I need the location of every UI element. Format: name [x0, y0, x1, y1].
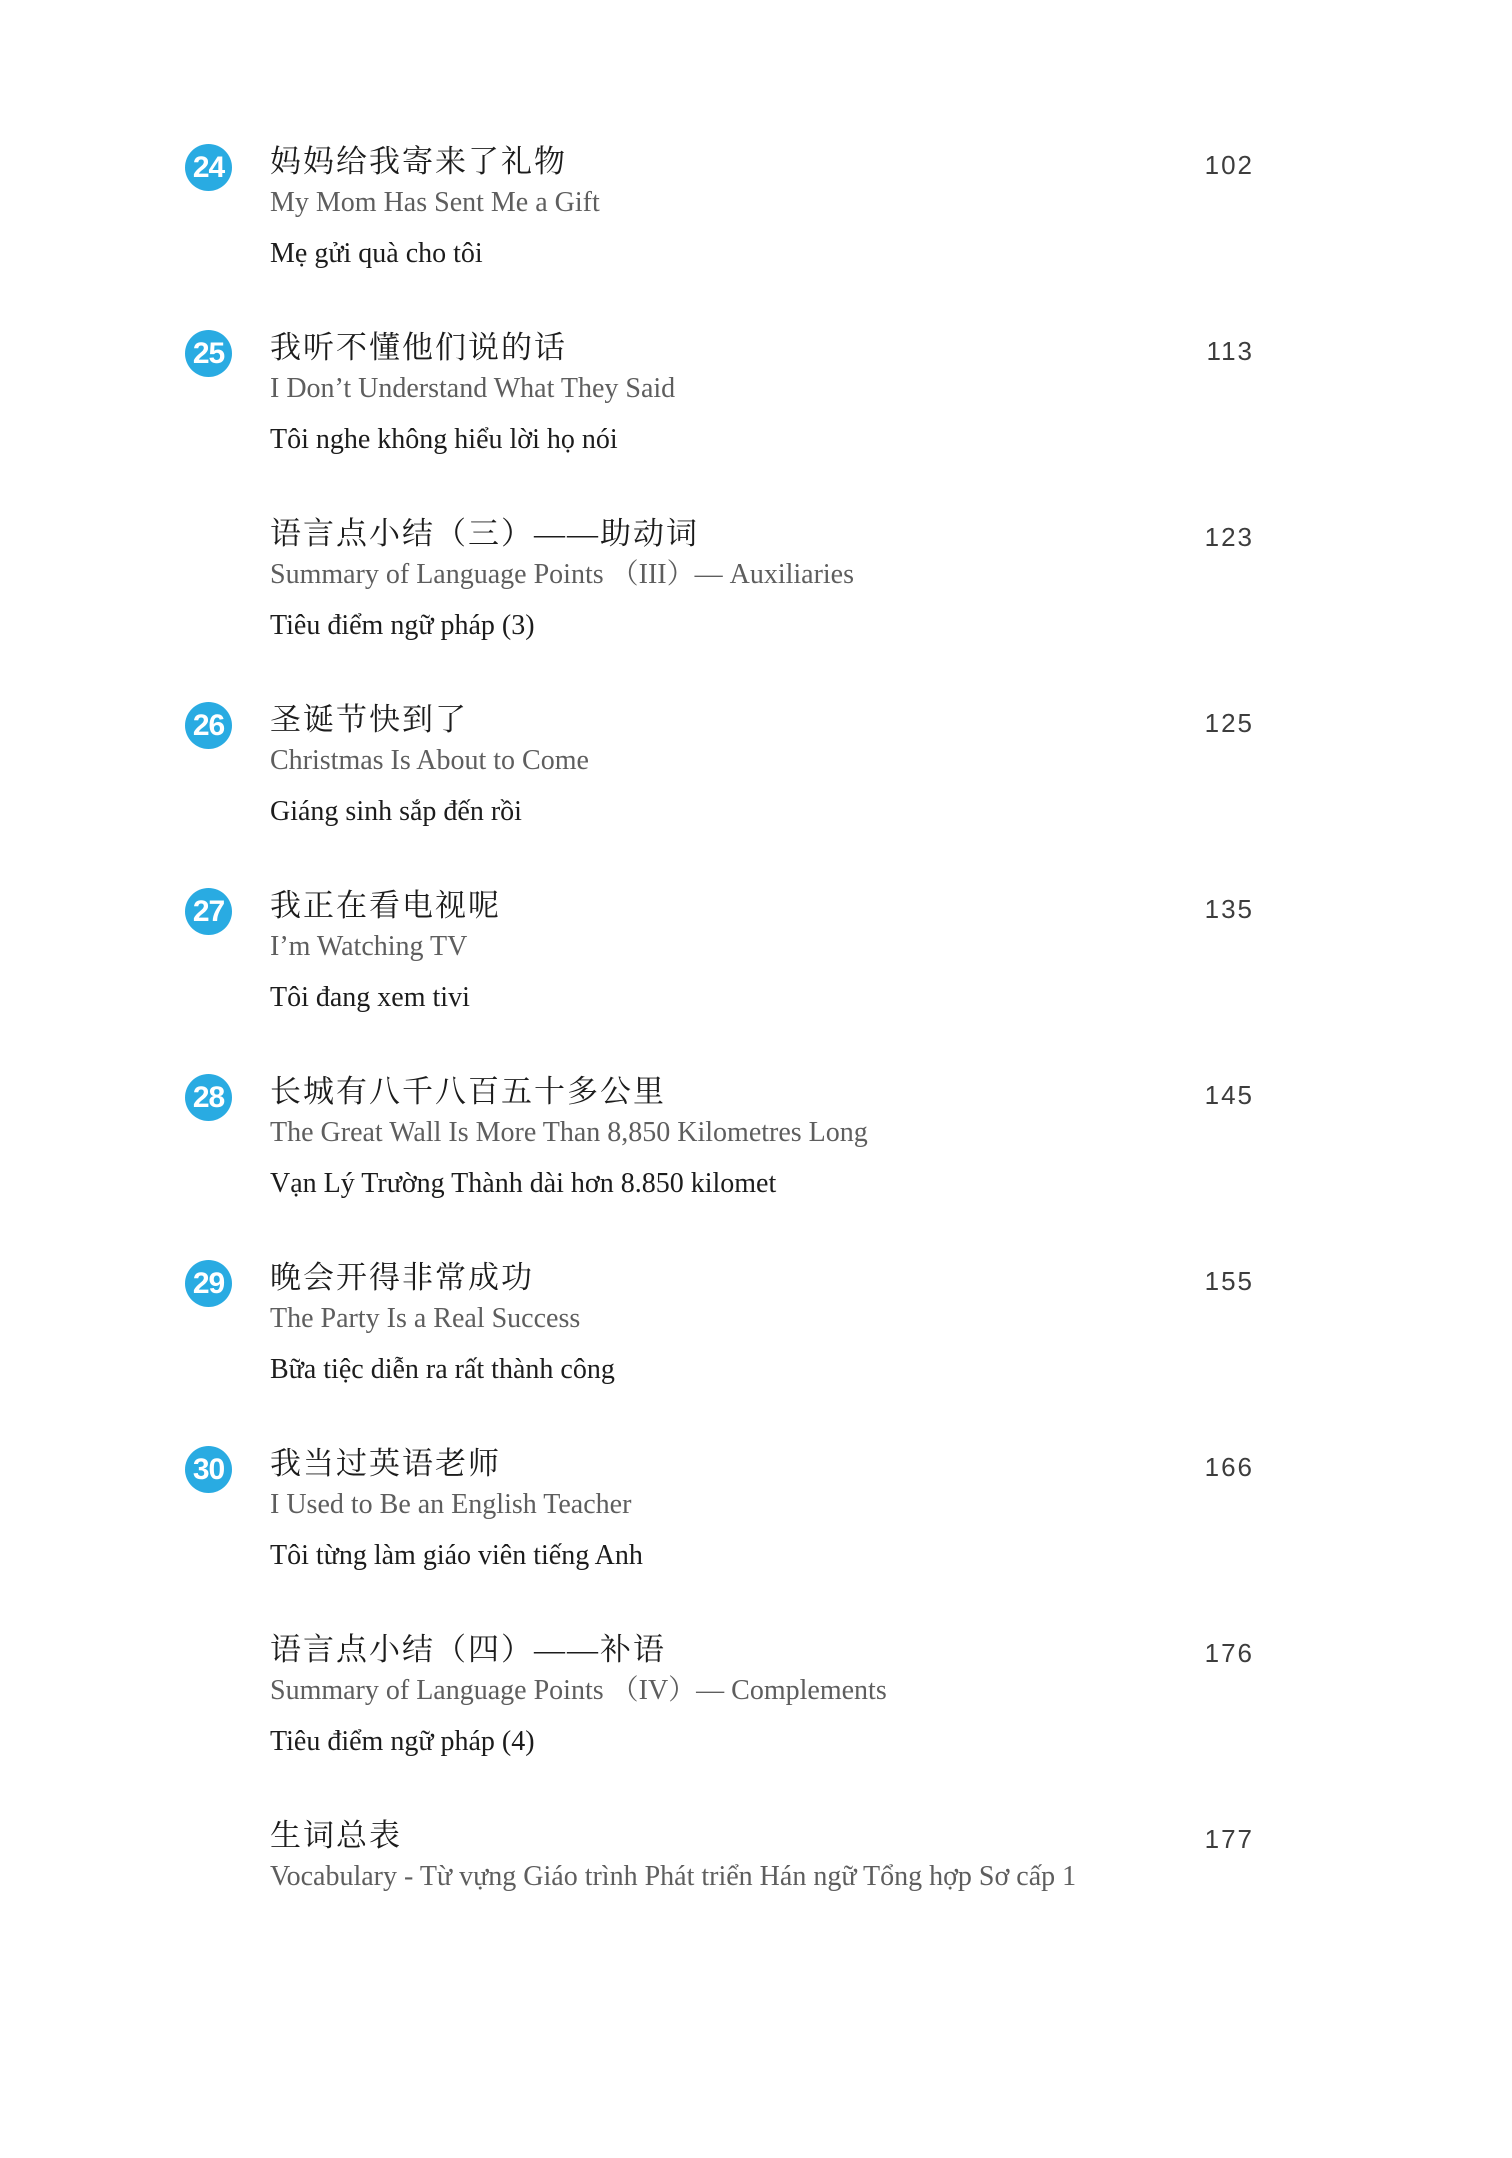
lesson-number-column	[185, 1444, 270, 1493]
lesson-number: 30	[192, 1452, 225, 1486]
page-number: 123	[1204, 522, 1254, 552]
lesson-number: 26	[192, 708, 225, 742]
lesson-title-vietnamese: Tiêu điểm ngữ pháp (3)	[270, 610, 535, 641]
lesson-title-english: I Don’t Understand What They Said	[270, 373, 676, 404]
lesson-number-column	[185, 1816, 270, 1865]
lesson-title-chinese: 我听不懂他们说的话	[270, 330, 567, 365]
lesson-title-chinese: 我正在看电视呢	[270, 888, 501, 923]
toc-entry-text	[270, 1816, 1176, 1895]
page-number: 177	[1204, 1824, 1254, 1854]
lesson-title-chinese: 晚会开得非常成功	[270, 1260, 534, 1295]
toc-entry	[185, 700, 1254, 830]
lesson-title-english: I Used to Be an English Teacher	[270, 1489, 632, 1520]
toc-list	[185, 142, 1254, 1951]
lesson-number-badge	[185, 1446, 232, 1493]
lesson-title-chinese: 圣诞节快到了	[270, 702, 468, 737]
toc-entry-text	[270, 328, 1176, 458]
lesson-number-column	[185, 142, 270, 191]
lesson-title-english: Summary of Language Points （III）— Auxiliaries	[270, 559, 855, 590]
lesson-title-vietnamese: Giáng sinh sắp đến rồi	[270, 796, 522, 827]
toc-entry	[185, 1816, 1254, 1895]
page-number: 125	[1204, 708, 1254, 738]
lesson-title-vietnamese: Mẹ gửi quà cho tôi	[270, 238, 483, 269]
toc-entry	[185, 1258, 1254, 1388]
lesson-number-column	[185, 514, 270, 563]
lesson-title-chinese: 我当过英语老师	[270, 1446, 501, 1481]
page-number: 155	[1204, 1266, 1254, 1296]
lesson-title-chinese: 生词总表	[270, 1818, 402, 1853]
toc-entry-text	[270, 514, 1176, 644]
lesson-number-badge	[185, 888, 232, 935]
lesson-number-badge	[185, 702, 232, 749]
lesson-title-vietnamese: Tôi nghe không hiểu lời họ nói	[270, 424, 618, 455]
page-number: 135	[1204, 894, 1254, 924]
toc-entry-text	[270, 1444, 1176, 1574]
toc-entry	[185, 1444, 1254, 1574]
lesson-number-badge	[185, 1260, 232, 1307]
lesson-title-vietnamese: Vạn Lý Trường Thành dài hơn 8.850 kilomet	[270, 1168, 777, 1199]
toc-entry-text	[270, 1072, 1176, 1202]
lesson-title-english: The Great Wall Is More Than 8,850 Kilometres Long	[270, 1117, 868, 1148]
lesson-number-badge	[185, 1074, 232, 1121]
toc-entry	[185, 514, 1254, 644]
lesson-number-column	[185, 328, 270, 377]
lesson-title-english: I’m Watching TV	[270, 931, 468, 962]
lesson-number: 25	[192, 336, 225, 370]
lesson-number-badge	[185, 330, 232, 377]
lesson-number-column	[185, 886, 270, 935]
lesson-number-badge	[185, 144, 232, 191]
lesson-title-english: Vocabulary - Từ vựng Giáo trình Phát triển Hán ngữ Tổng hợp Sơ cấp 1	[270, 1861, 1077, 1892]
lesson-title-vietnamese: Tôi từng làm giáo viên tiếng Anh	[270, 1540, 643, 1571]
toc-entry-text	[270, 142, 1176, 272]
lesson-number-column	[185, 1072, 270, 1121]
lesson-title-chinese: 语言点小结（四）——补语	[270, 1632, 666, 1667]
lesson-number: 27	[192, 894, 225, 928]
lesson-title-english: The Party Is a Real Success	[270, 1303, 581, 1334]
lesson-number-column	[185, 1630, 270, 1679]
toc-entry-text	[270, 1630, 1176, 1760]
page-number: 166	[1204, 1452, 1254, 1482]
toc-entry-text	[270, 700, 1176, 830]
lesson-title-chinese: 语言点小结（三）——助动词	[270, 516, 699, 551]
lesson-title-chinese: 妈妈给我寄来了礼物	[270, 144, 567, 179]
lesson-title-english: Summary of Language Points （IV）— Complements	[270, 1675, 887, 1706]
lesson-number-column	[185, 1258, 270, 1307]
toc-entry	[185, 142, 1254, 272]
page-number: 176	[1204, 1638, 1254, 1668]
page-number: 113	[1206, 336, 1254, 366]
toc-entry-text	[270, 886, 1176, 1016]
page-number: 102	[1204, 150, 1254, 180]
lesson-number: 24	[192, 150, 225, 184]
lesson-number-column	[185, 700, 270, 749]
lesson-number: 29	[192, 1266, 225, 1300]
lesson-title-vietnamese: Bữa tiệc diễn ra rất thành công	[270, 1354, 615, 1385]
lesson-number: 28	[192, 1080, 225, 1114]
toc-entry	[185, 328, 1254, 458]
toc-entry-text	[270, 1258, 1176, 1388]
toc-entry	[185, 1630, 1254, 1760]
toc-entry	[185, 886, 1254, 1016]
lesson-title-english: My Mom Has Sent Me a Gift	[270, 187, 600, 218]
lesson-title-chinese: 长城有八千八百五十多公里	[270, 1074, 666, 1109]
lesson-title-vietnamese: Tiêu điểm ngữ pháp (4)	[270, 1726, 535, 1757]
lesson-title-vietnamese: Tôi đang xem tivi	[270, 982, 470, 1013]
lesson-title-english: Christmas Is About to Come	[270, 745, 589, 776]
toc-entry	[185, 1072, 1254, 1202]
page-number: 145	[1204, 1080, 1254, 1110]
